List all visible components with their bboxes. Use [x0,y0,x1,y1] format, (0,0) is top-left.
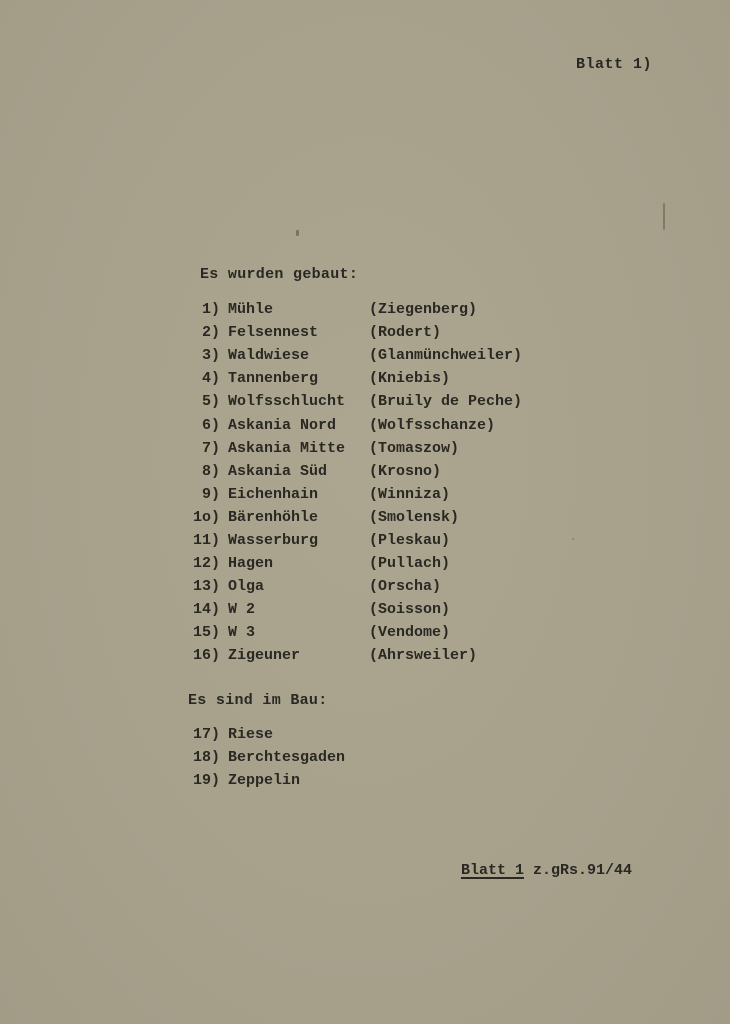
item-location: (Bruily de Peche) [369,393,523,411]
item-number: 12) [192,555,220,573]
built-heading: Es wurden gebaut: [200,266,359,283]
list-item [186,552,546,575]
item-number: 4) [201,370,220,388]
item-name: Wolfsschlucht [228,393,346,411]
item-number: 5) [201,393,220,411]
item-name: Bärenhöhle [228,508,319,526]
item-name: Hagen [228,555,274,573]
list-item [186,506,546,529]
item-number: 19) [192,772,220,790]
item-location: (Ziegenberg) [369,301,478,319]
item-number: 1) [201,301,220,319]
list-item [186,321,546,344]
list-item [186,621,546,644]
item-number: 11) [192,531,220,549]
under-construction-heading: Es sind im Bau: [188,692,328,709]
item-name: Wasserburg [228,531,319,549]
item-location: (Ahrsweiler) [369,647,478,665]
list-item [186,437,546,460]
item-location: (Smolensk) [369,508,460,526]
item-name: Tannenberg [228,370,319,388]
item-location: (Krosno) [369,462,442,480]
item-name: Berchtesgaden [228,749,346,767]
item-location: (Glanmünchweiler) [369,347,523,365]
item-name: Felsennest [228,324,319,342]
item-name: Zeppelin [228,772,301,790]
item-name: Waldwiese [228,347,310,365]
built-list [186,298,546,668]
list-item [186,769,546,792]
item-location: (Pullach) [369,555,451,573]
item-number: 9) [201,485,220,503]
item-location: (Winniza) [369,485,451,503]
list-item [186,529,546,552]
list-item [186,367,546,390]
item-name: W 2 [228,601,256,619]
item-number: 2) [201,324,220,342]
item-location: (Kniebis) [369,370,451,388]
list-item [186,390,546,413]
item-name: W 3 [228,624,256,642]
item-location: (Orscha) [369,578,442,596]
item-location: (Rodert) [369,324,442,342]
list-item [186,413,546,436]
item-name: Olga [228,578,265,596]
item-number: 1o) [192,508,220,526]
item-location: (Wolfsschanze) [369,416,496,434]
item-name: Riese [228,726,274,744]
item-number: 14) [192,601,220,619]
reference-code: z.gRs.91/44 [524,862,633,879]
sheet-label: Blatt 1) [576,56,653,73]
item-number: 6) [201,416,220,434]
item-name: Askania Süd [228,462,328,480]
list-item [186,644,546,667]
item-location: (Soisson) [369,601,451,619]
list-item [186,746,546,769]
item-location: (Tomaszow) [369,439,460,457]
item-number: 18) [192,749,220,767]
paper-speck [296,230,299,236]
document-reference [461,862,632,879]
item-name: Askania Nord [228,416,337,434]
paper-speck [572,538,574,540]
item-number: 17) [192,726,220,744]
item-number: 3) [201,347,220,365]
item-name: Eichenhain [228,485,319,503]
item-number: 16) [192,647,220,665]
item-number: 7) [201,439,220,457]
list-item [186,344,546,367]
under-construction-list [186,723,546,792]
item-location: (Pleskau) [369,531,451,549]
item-location: (Vendome) [369,624,451,642]
item-name: Mühle [228,301,274,319]
list-item [186,575,546,598]
list-item [186,298,546,321]
item-name: Askania Mitte [228,439,346,457]
item-name: Zigeuner [228,647,301,665]
list-item [186,483,546,506]
item-number: 8) [201,462,220,480]
item-number: 15) [192,624,220,642]
list-item [186,598,546,621]
paper-speck [663,203,665,230]
item-number: 13) [192,578,220,596]
reference-sheet: Blatt 1 [461,862,525,879]
list-item [186,723,546,746]
list-item [186,460,546,483]
